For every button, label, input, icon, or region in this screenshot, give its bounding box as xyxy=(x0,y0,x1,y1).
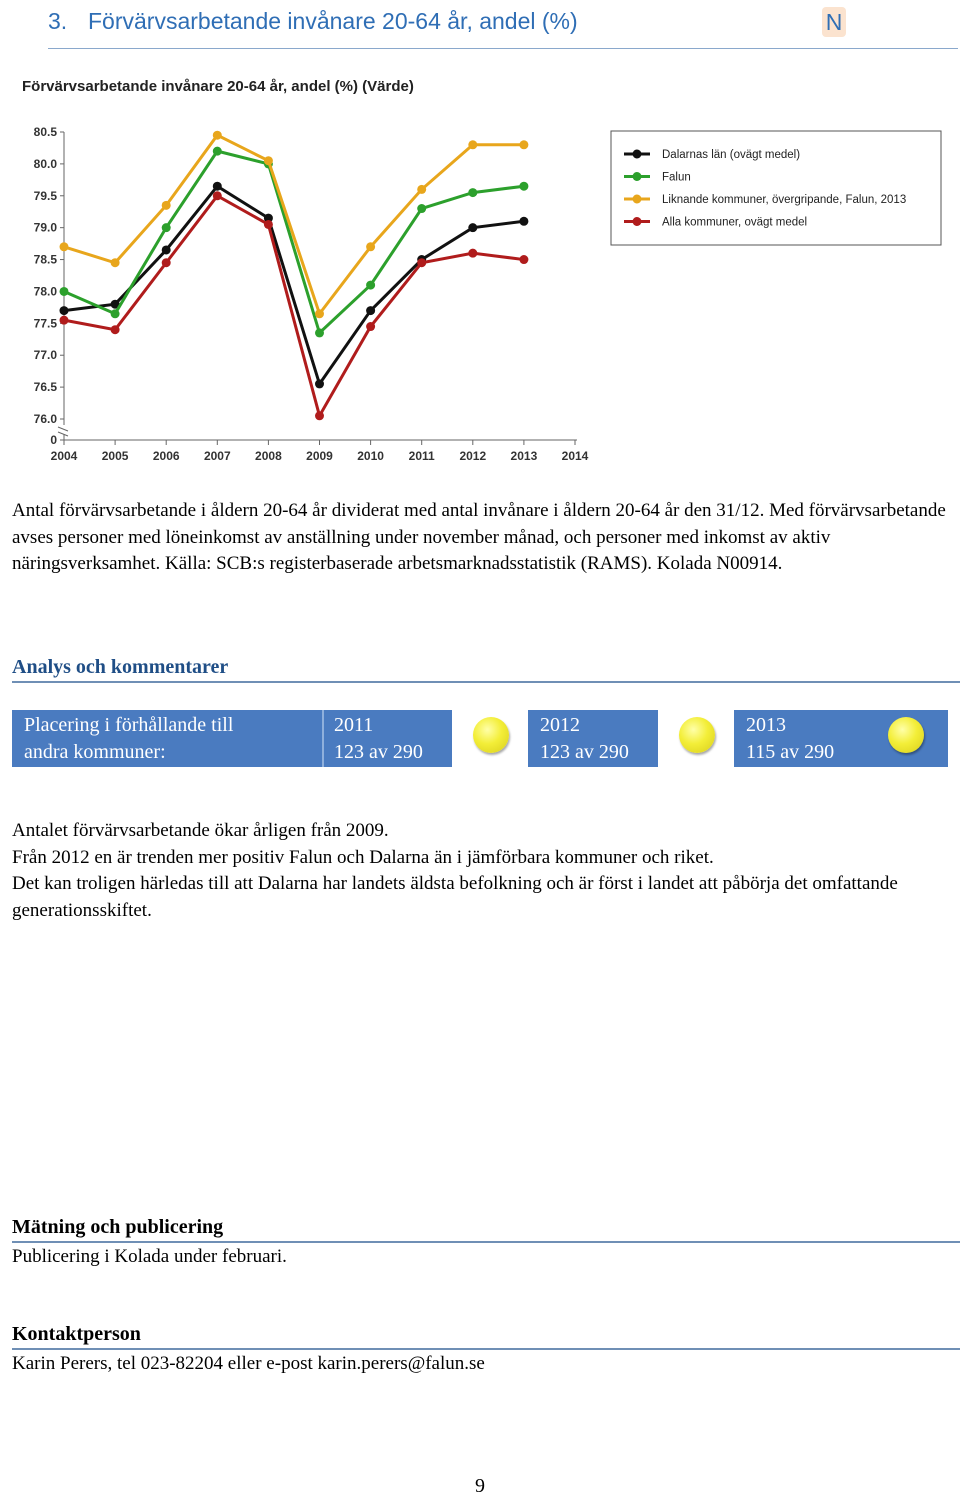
y-tick-label: 77.5 xyxy=(33,316,57,331)
x-tick-label: 2006 xyxy=(152,449,180,463)
data-point xyxy=(417,185,426,194)
y-tick-label: 77.0 xyxy=(33,348,57,363)
ranking-rank: 123 av 290 xyxy=(540,741,629,763)
analysis-line: Antalet förvärvsarbetande ökar årligen från 2009. xyxy=(12,820,389,841)
status-indicator-icon xyxy=(679,717,715,753)
analysis-line: Det kan troligen härledas till att Dalarna har landets äldsta befolkning och är först i landet att påbörja det omfattande generationsskiftet. xyxy=(12,873,898,921)
data-point xyxy=(468,223,477,232)
section-title: Förvärvsarbetande invånare 20-64 år, andel (%) xyxy=(88,8,578,34)
chart-title: Förvärvsarbetande invånare 20-64 år, andel (%) (Värde) xyxy=(22,78,414,95)
legend-marker xyxy=(633,150,642,159)
data-point xyxy=(60,242,69,251)
data-point xyxy=(60,287,69,296)
y-tick-label: 78.0 xyxy=(33,284,57,299)
data-point xyxy=(519,217,528,226)
data-point xyxy=(111,325,120,334)
legend-label: Liknande kommuner, övergripande, Falun, 2013 xyxy=(662,194,907,206)
x-tick-label: 2012 xyxy=(459,449,487,463)
x-tick-label: 2009 xyxy=(306,449,333,463)
ranking-rank: 115 av 290 xyxy=(746,741,835,763)
data-point xyxy=(213,182,222,191)
data-point xyxy=(315,411,324,420)
analysis-rule xyxy=(12,681,960,683)
x-tick-label: 2010 xyxy=(357,449,384,463)
data-point xyxy=(519,255,528,264)
data-point xyxy=(366,281,375,290)
section-badge: N xyxy=(822,7,846,37)
data-point xyxy=(315,309,324,318)
data-point xyxy=(213,147,222,156)
x-tick-label: 2014 xyxy=(561,449,589,463)
x-tick-label: 2005 xyxy=(101,449,129,463)
ranking-rank: 123 av 290 xyxy=(334,741,423,763)
data-point xyxy=(264,156,273,165)
data-point xyxy=(366,242,375,251)
data-point xyxy=(213,191,222,200)
indicator-description: Antal förvärvsarbetande i åldern 20-64 år dividerat med antal invånare i åldern 20-64 år den 31/12. Med förvärvsarbetande avses personer med löneinkomst av anställning under november månad, och personer med inkomst av aktiv näringsverksamhet. Källa: SCB:s registerbaserade arbetsmarknadsstatistik (RAMS). Kolada N00914. xyxy=(12,500,946,574)
data-point xyxy=(366,322,375,331)
y-tick-label: 80.5 xyxy=(33,125,57,139)
y-tick-label: 0 xyxy=(50,433,57,447)
analysis-line: Från 2012 en är trenden mer positiv Falun och Dalarna än i jämförbara kommuner och riket. xyxy=(12,846,714,868)
data-point xyxy=(60,316,69,325)
ranking-separator xyxy=(322,710,324,767)
data-point xyxy=(468,249,477,258)
status-indicator-icon xyxy=(888,717,924,753)
ranking-2011 xyxy=(334,710,452,769)
line-chart xyxy=(0,100,960,470)
y-tick-label: 78.5 xyxy=(33,252,57,267)
ranking-table xyxy=(12,710,948,767)
legend-label: Dalarnas län (ovägt medel) xyxy=(662,149,801,161)
data-point xyxy=(519,140,528,149)
x-tick-label: 2013 xyxy=(510,449,538,463)
data-point xyxy=(315,328,324,337)
axis-break-icon xyxy=(58,427,68,436)
y-tick-label: 76.0 xyxy=(33,412,57,426)
data-point xyxy=(111,309,120,318)
contact-heading: Kontaktperson xyxy=(12,1323,141,1345)
ranking-2013 xyxy=(746,710,864,769)
legend-label: Falun xyxy=(662,171,691,184)
legend-label: Alla kommuner, ovägt medel xyxy=(662,216,808,229)
y-tick-label: 79.5 xyxy=(33,188,57,203)
analysis-text xyxy=(12,818,947,924)
status-indicator-icon xyxy=(473,717,509,753)
x-tick-label: 2011 xyxy=(408,449,435,463)
ranking-label xyxy=(24,710,324,769)
legend-marker xyxy=(633,217,642,226)
ranking-label-line2: andra kommuner: xyxy=(24,741,166,763)
section-number: 3. xyxy=(48,8,68,34)
y-tick-label: 79.0 xyxy=(33,220,57,235)
data-point xyxy=(162,258,171,267)
data-point xyxy=(111,258,120,267)
page-number: 9 xyxy=(475,1475,485,1497)
data-point xyxy=(162,245,171,254)
measurement-rule xyxy=(12,1241,960,1243)
contact-rule xyxy=(12,1348,960,1350)
data-point xyxy=(468,140,477,149)
x-tick-label: 2004 xyxy=(50,449,78,463)
data-point xyxy=(60,306,69,315)
x-tick-label: 2008 xyxy=(255,449,282,463)
legend-marker xyxy=(633,172,642,181)
ranking-year: 2013 xyxy=(746,714,786,736)
data-point xyxy=(417,204,426,213)
ranking-2012 xyxy=(540,710,658,769)
data-point xyxy=(366,306,375,315)
data-point xyxy=(519,182,528,191)
y-tick-label: 80.0 xyxy=(33,156,57,171)
data-point xyxy=(213,131,222,140)
contact-text: Karin Perers, tel 023-82204 eller e-post karin.perers@falun.se xyxy=(12,1353,485,1374)
data-point xyxy=(417,258,426,267)
y-tick-label: 76.5 xyxy=(33,380,57,395)
section-header xyxy=(48,4,958,49)
measurement-text: Publicering i Kolada under februari. xyxy=(12,1246,287,1267)
legend-marker xyxy=(633,195,642,204)
data-point xyxy=(162,223,171,232)
data-point xyxy=(264,220,273,229)
analysis-heading: Analys och kommentarer xyxy=(12,656,229,678)
data-point xyxy=(468,188,477,197)
data-point xyxy=(315,379,324,388)
data-point xyxy=(162,201,171,210)
ranking-year: 2012 xyxy=(540,714,580,736)
ranking-year: 2011 xyxy=(334,714,374,736)
measurement-heading: Mätning och publicering xyxy=(12,1216,224,1238)
ranking-label-line1: Placering i förhållande till xyxy=(24,714,234,736)
x-tick-label: 2007 xyxy=(203,449,231,463)
